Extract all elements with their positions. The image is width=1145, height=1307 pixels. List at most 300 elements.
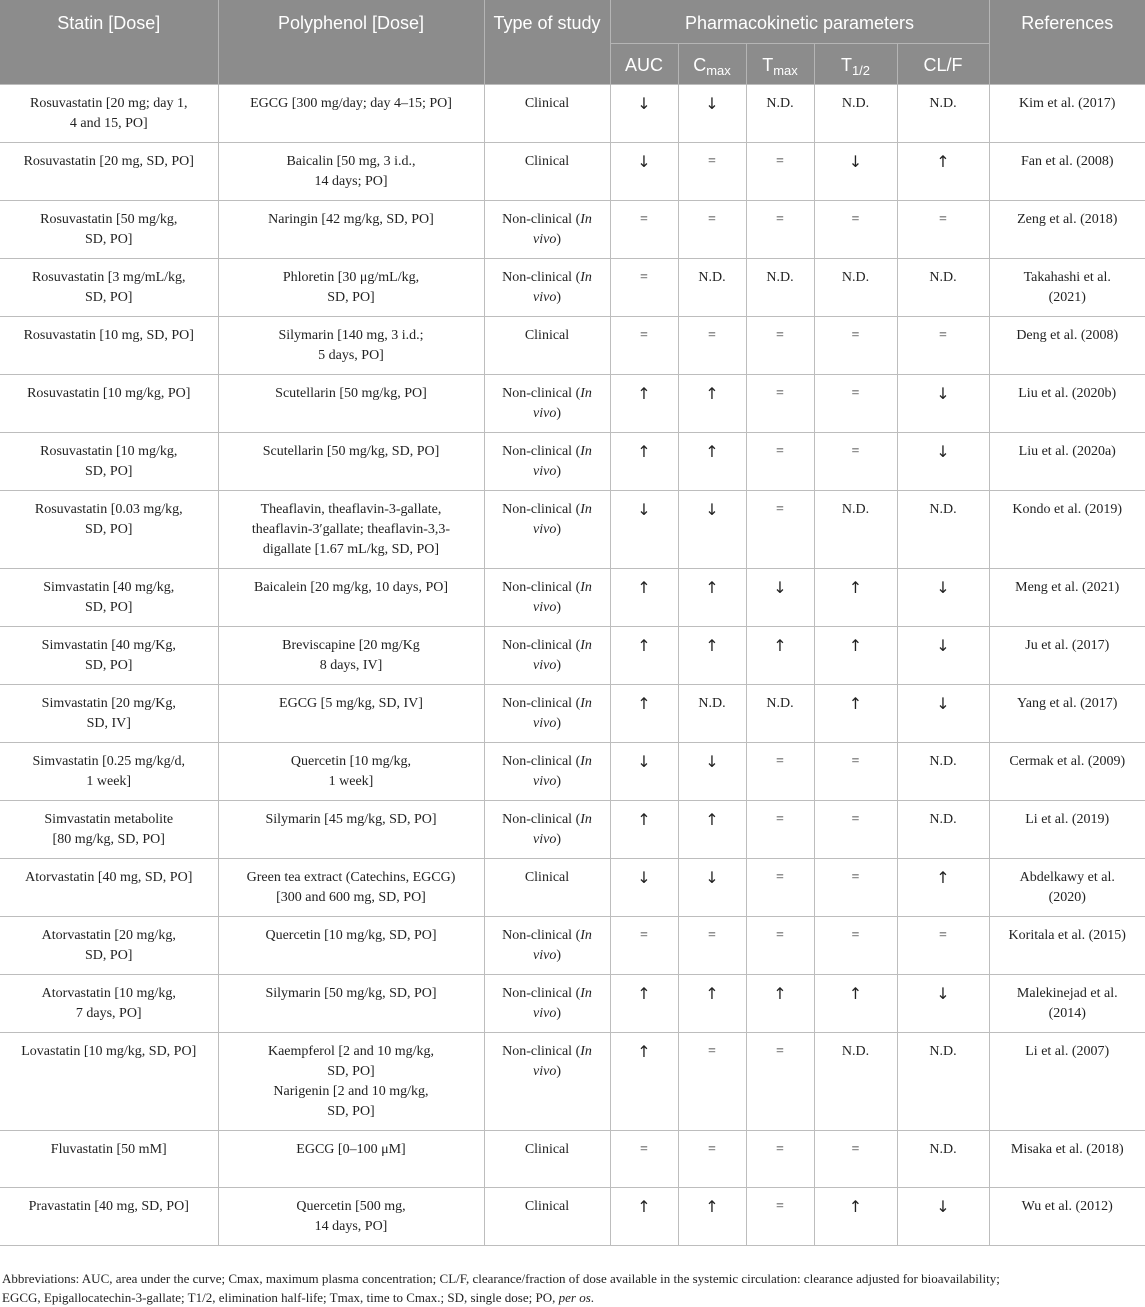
cell-reference xyxy=(989,627,1145,685)
cell-statin-line: Rosuvastatin [20 mg; day 1, xyxy=(30,96,188,111)
cell-reference-line: (2014) xyxy=(1048,1006,1086,1021)
cell-auc xyxy=(610,1131,678,1188)
cell-auc-value: = xyxy=(640,212,648,227)
cell-cmax xyxy=(678,85,746,143)
cell-polyphenol xyxy=(218,627,484,685)
cell-auc-value: ↓ xyxy=(637,752,651,771)
cell-thalf-value: ↑ xyxy=(848,694,863,713)
cell-thalf-value: N.D. xyxy=(841,96,870,111)
cell-statin-line: Simvastatin [0.25 mg/kg/d, xyxy=(32,754,185,769)
cell-polyphenol-line: 14 days; PO] xyxy=(314,174,388,189)
cell-cmax-value: ↑ xyxy=(705,384,719,403)
cell-type-of-study-line xyxy=(491,772,604,792)
cell-statin-line: Atorvastatin [20 mg/kg, xyxy=(41,928,176,943)
cell-thalf-value: = xyxy=(851,386,860,401)
cell-reference xyxy=(989,85,1145,143)
cell-cmax xyxy=(678,491,746,569)
cell-tmax xyxy=(746,433,814,491)
cell-tmax xyxy=(746,975,814,1033)
cell-auc xyxy=(610,569,678,627)
table-row xyxy=(0,801,1145,859)
cell-statin xyxy=(0,975,218,1033)
cell-statin xyxy=(0,201,218,259)
cell-type-of-study xyxy=(484,1188,610,1246)
cell-statin xyxy=(0,859,218,917)
cell-thalf xyxy=(814,743,897,801)
cell-polyphenol-line: Scutellarin [50 mg/kg, PO] xyxy=(275,386,427,401)
cell-thalf xyxy=(814,201,897,259)
cell-auc xyxy=(610,801,678,859)
cell-type-of-study-line xyxy=(491,230,604,250)
cell-polyphenol-line: SD, PO] xyxy=(327,1064,375,1079)
cell-statin-line: Rosuvastatin [0.03 mg/kg, xyxy=(34,502,183,517)
cell-statin-line: Atorvastatin [40 mg, SD, PO] xyxy=(25,870,193,885)
cell-auc-value: ↑ xyxy=(637,694,651,713)
cell-type-of-study-line: Clinical xyxy=(524,154,570,169)
cell-cmax-value: = xyxy=(708,328,716,343)
cell-thalf xyxy=(814,433,897,491)
cell-type-of-study-line xyxy=(491,442,604,462)
cell-thalf-value: = xyxy=(851,812,860,827)
cell-auc-value: = xyxy=(640,270,648,285)
cell-auc xyxy=(610,433,678,491)
cell-cmax-value: ↑ xyxy=(705,1197,719,1216)
header-thalf xyxy=(814,43,897,84)
cell-statin xyxy=(0,375,218,433)
cell-reference-line: Liu et al. (2020a) xyxy=(1018,444,1116,459)
cell-thalf xyxy=(814,685,897,743)
table-row xyxy=(0,375,1145,433)
cell-polyphenol-line: EGCG [0–100 μM] xyxy=(296,1142,406,1157)
cell-clf-value: N.D. xyxy=(929,1044,957,1059)
cell-statin-line: SD, PO] xyxy=(85,522,133,537)
cell-clf xyxy=(897,1033,989,1131)
cell-polyphenol xyxy=(218,1188,484,1246)
cell-clf-value: N.D. xyxy=(929,1142,957,1157)
cell-tmax-value: = xyxy=(776,328,784,343)
cell-polyphenol-line: Silymarin [140 mg, 3 i.d.; xyxy=(278,328,424,343)
cell-auc xyxy=(610,201,678,259)
cell-auc-value: ↑ xyxy=(637,384,651,403)
cell-auc-value: ↑ xyxy=(637,810,651,829)
cell-auc-value: = xyxy=(640,328,648,343)
table-row xyxy=(0,685,1145,743)
cell-reference-line: Deng et al. (2008) xyxy=(1016,328,1119,343)
type-label-cont: vivo) xyxy=(533,464,561,479)
cell-statin-line: Simvastatin [20 mg/Kg, xyxy=(41,696,176,711)
cell-clf xyxy=(897,143,989,201)
cell-statin-line: Atorvastatin [10 mg/kg, xyxy=(41,986,176,1001)
cell-tmax xyxy=(746,1033,814,1131)
table-row xyxy=(0,743,1145,801)
cell-reference xyxy=(989,1033,1145,1131)
cell-polyphenol xyxy=(218,85,484,143)
cell-statin xyxy=(0,569,218,627)
cell-thalf-value: ↑ xyxy=(848,984,863,1003)
cell-tmax xyxy=(746,917,814,975)
cell-statin-line: Lovastatin [10 mg/kg, SD, PO] xyxy=(21,1044,197,1059)
header-cmax-sub: max xyxy=(706,62,731,78)
cell-thalf-value: ↑ xyxy=(848,1197,863,1216)
cell-clf-value: ↑ xyxy=(936,152,950,171)
cell-reference xyxy=(989,433,1145,491)
cell-auc xyxy=(610,917,678,975)
cell-cmax xyxy=(678,1033,746,1131)
cell-reference xyxy=(989,491,1145,569)
cell-reference xyxy=(989,375,1145,433)
cell-tmax xyxy=(746,375,814,433)
cell-polyphenol xyxy=(218,743,484,801)
cell-type-of-study xyxy=(484,85,610,143)
cell-thalf-value: = xyxy=(851,1142,860,1157)
cell-type-of-study-line xyxy=(491,288,604,308)
cell-auc xyxy=(610,85,678,143)
cell-cmax-value: = xyxy=(708,1142,716,1157)
cell-clf xyxy=(897,259,989,317)
cell-polyphenol-line: SD, PO] xyxy=(327,1104,375,1119)
cell-thalf xyxy=(814,259,897,317)
cell-auc xyxy=(610,685,678,743)
cell-statin-line: Rosuvastatin [10 mg/kg, PO] xyxy=(27,386,191,401)
cell-type-of-study-line: Clinical xyxy=(524,870,570,885)
cell-statin xyxy=(0,743,218,801)
cell-polyphenol xyxy=(218,801,484,859)
cell-type-of-study xyxy=(484,975,610,1033)
header-type-text: Type of study xyxy=(493,13,601,33)
cell-polyphenol-line: Breviscapine [20 mg/Kg xyxy=(282,638,420,653)
cell-tmax xyxy=(746,259,814,317)
table-row xyxy=(0,627,1145,685)
cell-clf xyxy=(897,975,989,1033)
cell-reference-line: Misaka et al. (2018) xyxy=(1010,1142,1124,1157)
footnote-line-2c: . xyxy=(590,1290,594,1305)
cell-reference-line: Takahashi et al. xyxy=(1023,270,1111,285)
header-tmax-main: T xyxy=(762,54,774,75)
table-row xyxy=(0,975,1145,1033)
cell-reference-line: (2020) xyxy=(1048,890,1086,905)
cell-statin-line: 1 week] xyxy=(86,774,132,789)
cell-reference xyxy=(989,685,1145,743)
cell-tmax-value: = xyxy=(776,154,784,169)
cell-auc xyxy=(610,375,678,433)
cell-reference xyxy=(989,201,1145,259)
cell-type-of-study xyxy=(484,201,610,259)
cell-cmax-value: = xyxy=(708,928,716,943)
cell-thalf-value: ↑ xyxy=(848,578,863,597)
cell-clf-value: ↓ xyxy=(936,442,950,461)
cell-cmax-value: = xyxy=(708,1044,716,1059)
cell-clf-value: ↑ xyxy=(936,868,950,887)
cell-type-of-study xyxy=(484,1033,610,1131)
type-label-cont: vivo) xyxy=(533,948,561,963)
cell-auc xyxy=(610,259,678,317)
cell-auc-value: = xyxy=(640,1142,648,1157)
cell-type-of-study xyxy=(484,917,610,975)
cell-polyphenol xyxy=(218,259,484,317)
cell-reference xyxy=(989,859,1145,917)
cell-auc xyxy=(610,1188,678,1246)
cell-type-of-study-line xyxy=(491,1062,604,1082)
cell-reference-line: Malekinejad et al. xyxy=(1016,986,1118,1001)
cell-cmax-value: ↑ xyxy=(705,442,719,461)
cell-clf-value: ↓ xyxy=(936,384,950,403)
cell-statin xyxy=(0,917,218,975)
cell-type-of-study xyxy=(484,1131,610,1188)
type-label-cont: vivo) xyxy=(533,832,561,847)
header-polyphenol: Polyphenol [Dose] xyxy=(218,0,484,85)
table-row xyxy=(0,1131,1145,1188)
cell-statin-line: SD, PO] xyxy=(85,948,133,963)
cell-cmax-value: ↓ xyxy=(705,94,719,113)
cell-tmax xyxy=(746,859,814,917)
cell-reference-line: (2021) xyxy=(1048,290,1086,305)
cell-cmax xyxy=(678,975,746,1033)
cell-tmax-value: = xyxy=(776,386,784,401)
cell-cmax xyxy=(678,317,746,375)
type-label: Non-clinical (In xyxy=(502,444,592,459)
cell-statin-line: SD, PO] xyxy=(85,232,133,247)
cell-tmax-value: = xyxy=(776,812,784,827)
cell-thalf-value: = xyxy=(851,870,860,885)
cell-type-of-study xyxy=(484,743,610,801)
cell-type-of-study xyxy=(484,491,610,569)
cell-clf-value: ↓ xyxy=(936,984,950,1003)
cell-reference xyxy=(989,1188,1145,1246)
cell-statin-line: 4 and 15, PO] xyxy=(69,116,148,131)
cell-statin-line: Simvastatin [40 mg/Kg, xyxy=(41,638,176,653)
cell-cmax xyxy=(678,859,746,917)
cell-thalf-value: = xyxy=(851,754,860,769)
cell-polyphenol xyxy=(218,143,484,201)
cell-polyphenol-line: Narigenin [2 and 10 mg/kg, xyxy=(273,1084,429,1099)
table-row xyxy=(0,491,1145,569)
cell-clf xyxy=(897,1131,989,1188)
header-cmax xyxy=(678,43,746,84)
cell-statin-line: Rosuvastatin [10 mg, SD, PO] xyxy=(23,328,194,343)
cell-tmax-value: N.D. xyxy=(766,696,794,711)
cell-statin-line: Simvastatin metabolite xyxy=(44,812,174,827)
table-body xyxy=(0,85,1145,1246)
cell-polyphenol-line: Quercetin [10 mg/kg, xyxy=(290,754,412,769)
type-label: Non-clinical (In xyxy=(502,928,592,943)
cell-cmax xyxy=(678,1188,746,1246)
cell-reference xyxy=(989,743,1145,801)
cell-thalf xyxy=(814,917,897,975)
cell-cmax xyxy=(678,627,746,685)
cell-thalf-value: = xyxy=(851,928,860,943)
cell-thalf-value: N.D. xyxy=(841,502,870,517)
cell-type-of-study xyxy=(484,627,610,685)
cell-auc-value: ↑ xyxy=(637,984,651,1003)
cell-type-of-study xyxy=(484,859,610,917)
type-label: Non-clinical (In xyxy=(502,386,592,401)
header-clf: CL/F xyxy=(897,43,989,84)
cell-polyphenol xyxy=(218,1033,484,1131)
cell-cmax xyxy=(678,259,746,317)
cell-auc xyxy=(610,627,678,685)
cell-type-of-study-line: Clinical xyxy=(524,1199,570,1214)
cell-clf xyxy=(897,201,989,259)
cell-clf xyxy=(897,375,989,433)
cell-statin-line: [80 mg/kg, SD, PO] xyxy=(52,832,165,847)
cell-polyphenol-line: [300 and 600 mg, SD, PO] xyxy=(276,890,426,905)
cell-polyphenol xyxy=(218,569,484,627)
cell-polyphenol-line: EGCG [5 mg/kg, SD, IV] xyxy=(279,696,423,711)
cell-auc-value: ↑ xyxy=(637,1042,651,1061)
cell-statin xyxy=(0,491,218,569)
cell-clf xyxy=(897,569,989,627)
type-label-cont: vivo) xyxy=(533,406,561,421)
table-row xyxy=(0,259,1145,317)
cell-polyphenol xyxy=(218,317,484,375)
cell-auc xyxy=(610,975,678,1033)
cell-type-of-study xyxy=(484,259,610,317)
table-header xyxy=(0,0,1145,85)
cell-cmax-value: ↓ xyxy=(705,500,719,519)
type-label: Non-clinical (In xyxy=(502,986,592,1001)
cell-polyphenol-line: SD, PO] xyxy=(327,290,375,305)
cell-thalf xyxy=(814,801,897,859)
cell-polyphenol-line: Theaflavin, theaflavin-3-gallate, xyxy=(260,502,442,517)
cell-polyphenol-line: Green tea extract (Catechins, EGCG) xyxy=(246,870,456,885)
cell-reference xyxy=(989,975,1145,1033)
cell-clf-value: ↓ xyxy=(936,694,950,713)
footnote-per-os: per os xyxy=(558,1290,591,1305)
cell-statin-line: SD, PO] xyxy=(85,600,133,615)
cell-statin xyxy=(0,317,218,375)
cell-statin xyxy=(0,259,218,317)
cell-reference xyxy=(989,801,1145,859)
cell-type-of-study-line: Clinical xyxy=(524,96,570,111)
cell-tmax xyxy=(746,1131,814,1188)
cell-reference xyxy=(989,259,1145,317)
cell-thalf-value: = xyxy=(851,444,860,459)
cell-auc-value: ↓ xyxy=(637,868,651,887)
cell-thalf xyxy=(814,85,897,143)
cell-auc xyxy=(610,1033,678,1131)
cell-thalf xyxy=(814,1188,897,1246)
cell-auc-value: ↑ xyxy=(637,442,651,461)
cell-auc xyxy=(610,317,678,375)
type-label: Non-clinical (In xyxy=(502,502,592,517)
cell-type-of-study-line xyxy=(491,636,604,656)
cell-auc xyxy=(610,143,678,201)
cell-clf xyxy=(897,801,989,859)
type-label-cont: vivo) xyxy=(533,716,561,731)
cell-type-of-study-line xyxy=(491,694,604,714)
type-label-cont: vivo) xyxy=(533,774,561,789)
cell-tmax-value: N.D. xyxy=(766,96,794,111)
cell-clf xyxy=(897,743,989,801)
cell-polyphenol xyxy=(218,975,484,1033)
cell-reference xyxy=(989,917,1145,975)
type-label-cont: vivo) xyxy=(533,522,561,537)
type-label: Non-clinical (In xyxy=(502,638,592,653)
type-label-cont: vivo) xyxy=(533,600,561,615)
cell-polyphenol-line: Silymarin [50 mg/kg, SD, PO] xyxy=(265,986,437,1001)
cell-statin-line: SD, PO] xyxy=(85,464,133,479)
cell-tmax-value: = xyxy=(776,1199,784,1214)
cell-polyphenol xyxy=(218,685,484,743)
cell-polyphenol-line: Baicalin [50 mg, 3 i.d., xyxy=(286,154,416,169)
cell-type-of-study-line xyxy=(491,268,604,288)
cell-polyphenol-line: EGCG [300 mg/day; day 4–15; PO] xyxy=(250,96,452,111)
cell-reference-line: Li et al. (2019) xyxy=(1025,812,1110,827)
cell-auc-value: = xyxy=(640,928,648,943)
cell-polyphenol xyxy=(218,201,484,259)
cell-cmax xyxy=(678,201,746,259)
cell-statin xyxy=(0,685,218,743)
cell-tmax xyxy=(746,85,814,143)
cell-reference-line: Fan et al. (2008) xyxy=(1020,154,1114,169)
cell-cmax xyxy=(678,143,746,201)
cell-type-of-study xyxy=(484,375,610,433)
cell-type-of-study-line xyxy=(491,598,604,618)
cell-tmax xyxy=(746,143,814,201)
cell-polyphenol xyxy=(218,859,484,917)
cell-cmax-value: = xyxy=(708,154,716,169)
type-label: Non-clinical (In xyxy=(502,270,592,285)
cell-clf xyxy=(897,85,989,143)
type-label-cont: vivo) xyxy=(533,658,561,673)
cell-statin-line: SD, PO] xyxy=(85,658,133,673)
cell-polyphenol-line: Scutellarin [50 mg/kg, SD, PO] xyxy=(262,444,440,459)
footnote-line-2a: EGCG, Epigallocatechin-3-gallate; T1/2, elimination half-life; Tmax, time to Cmax.; SD, single dose; PO, xyxy=(2,1290,556,1305)
cell-statin xyxy=(0,143,218,201)
cell-type-of-study-line xyxy=(491,656,604,676)
cell-type-of-study-line xyxy=(491,810,604,830)
cell-statin-line: Simvastatin [40 mg/kg, xyxy=(43,580,175,595)
cell-tmax xyxy=(746,801,814,859)
cell-statin xyxy=(0,433,218,491)
table-row xyxy=(0,1188,1145,1246)
cell-auc-value: ↓ xyxy=(637,94,651,113)
cell-type-of-study xyxy=(484,569,610,627)
cell-type-of-study xyxy=(484,317,610,375)
cell-tmax-value: = xyxy=(776,754,784,769)
cell-type-of-study-line xyxy=(491,984,604,1004)
cell-tmax-value: N.D. xyxy=(766,270,794,285)
cell-cmax xyxy=(678,685,746,743)
cell-reference xyxy=(989,1131,1145,1188)
cell-statin-line: Rosuvastatin [10 mg/kg, xyxy=(40,444,178,459)
cell-reference-line: Koritala et al. (2015) xyxy=(1008,928,1126,943)
cell-cmax-value: ↓ xyxy=(705,868,719,887)
cell-cmax-value: ↑ xyxy=(705,636,719,655)
cell-reference xyxy=(989,317,1145,375)
cell-thalf xyxy=(814,859,897,917)
cell-thalf xyxy=(814,491,897,569)
cell-reference-line: Liu et al. (2020b) xyxy=(1018,386,1117,401)
cell-cmax xyxy=(678,569,746,627)
cell-type-of-study-line xyxy=(491,462,604,482)
cell-reference-line: Abdelkawy et al. xyxy=(1019,870,1115,885)
cell-cmax xyxy=(678,743,746,801)
cell-tmax-value: = xyxy=(776,212,784,227)
cell-clf xyxy=(897,917,989,975)
cell-clf-value: = xyxy=(939,928,947,943)
header-cmax-main: C xyxy=(693,54,707,75)
cell-statin-line: Rosuvastatin [3 mg/mL/kg, xyxy=(31,270,186,285)
cell-clf xyxy=(897,491,989,569)
type-label: Non-clinical (In xyxy=(502,696,592,711)
cell-statin-line: Fluvastatin [50 mM] xyxy=(50,1142,167,1157)
header-thalf-main: T xyxy=(840,54,852,75)
cell-type-of-study-line: Clinical xyxy=(524,1142,570,1157)
cell-statin xyxy=(0,1131,218,1188)
cell-auc-value: ↓ xyxy=(637,500,651,519)
header-thalf-sub: 1/2 xyxy=(851,62,871,78)
